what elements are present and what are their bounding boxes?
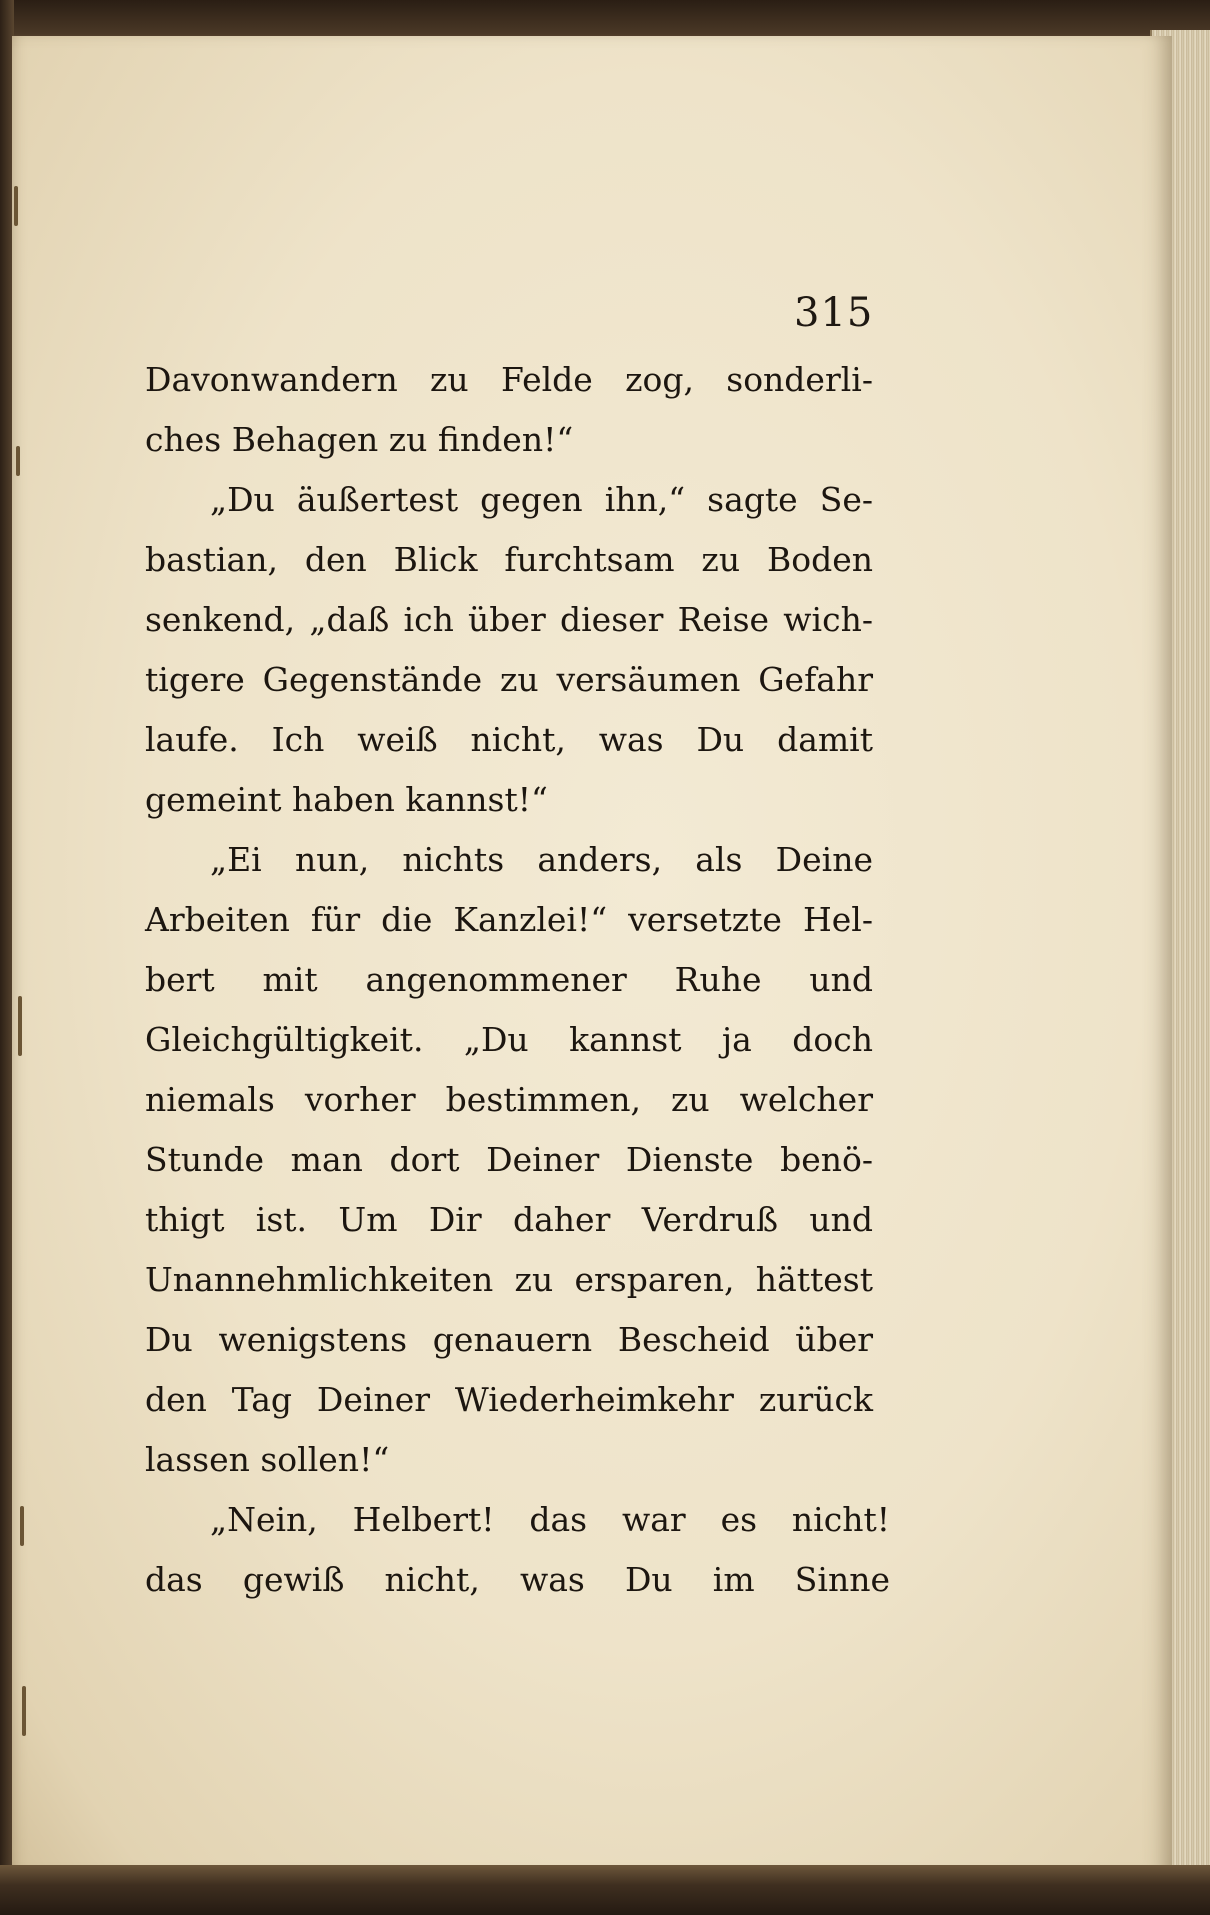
text-line: Davonwandern zu Felde zog, sonderli-	[145, 360, 873, 399]
text-line: tigere Gegenstände zu versäumen Gefahr	[145, 660, 873, 699]
text-line: thigt ist. Um Dir daher Verdruß und	[145, 1200, 873, 1239]
text-line: Gleichgültigkeit. „Du kannst ja doch	[145, 1020, 873, 1059]
text-line: Stunde man dort Deiner Dienste benö-	[145, 1140, 873, 1179]
text-line: „Ei nun, nichts anders, als Deine	[210, 840, 873, 879]
margin-mark	[18, 996, 22, 1056]
text-line: lassen sollen!“	[145, 1440, 390, 1479]
text-line: gemeint haben kannst!“	[145, 780, 548, 819]
margin-mark	[16, 446, 20, 476]
text-line: das gewiß nicht, was Du im Sinne	[145, 1560, 890, 1599]
binding-bottom	[0, 1865, 1210, 1915]
margin-mark	[20, 1506, 24, 1546]
margin-mark	[22, 1686, 26, 1736]
text-line: bastian, den Blick furchtsam zu Boden	[145, 540, 873, 579]
text-line: Du wenigstens genauern Bescheid über	[145, 1320, 873, 1359]
text-line: ches Behagen zu finden!“	[145, 420, 574, 459]
text-line: niemals vorher bestimmen, zu welcher	[145, 1080, 873, 1119]
margin-mark	[14, 186, 18, 226]
text-line: „Nein, Helbert! das war es nicht!	[210, 1500, 890, 1539]
text-line: senkend, „daß ich über dieser Reise wich-	[145, 600, 873, 639]
text-line: laufe. Ich weiß nicht, was Du damit	[145, 720, 873, 759]
page-number: 315	[794, 290, 874, 336]
text-line: Unannehmlichkeiten zu ersparen, hättest	[145, 1260, 873, 1299]
text-line: den Tag Deiner Wiederheimkehr zurück	[145, 1380, 873, 1419]
text-line: Arbeiten für die Kanzlei!“ versetzte Hel-	[145, 900, 873, 939]
text-line: „Du äußertest gegen ihn,“ sagte Se-	[210, 480, 873, 519]
book-page	[12, 36, 1172, 1874]
text-line: bert mit angenommener Ruhe und	[145, 960, 873, 999]
